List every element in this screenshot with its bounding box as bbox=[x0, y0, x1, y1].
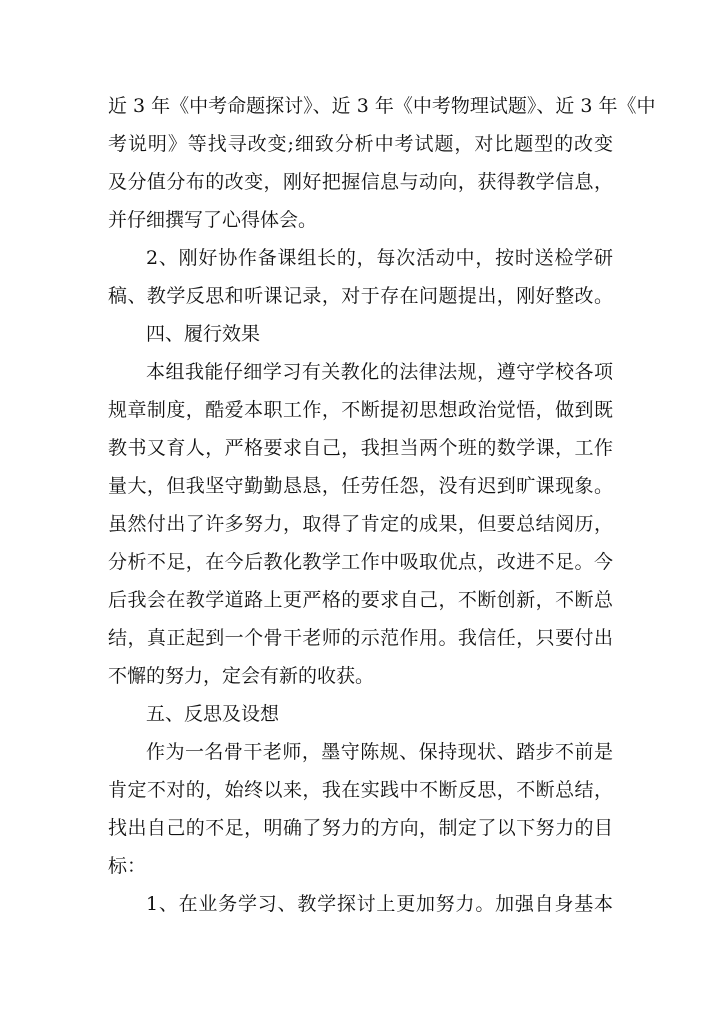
text-line: 及分值分布的改变，刚好把握信息与动向，获得教学信息， bbox=[108, 171, 613, 193]
text-line: 不懈的努力，定会有新的收获。 bbox=[108, 665, 375, 687]
section-heading: 五、反思及设想 bbox=[146, 703, 280, 725]
text-line: 标： bbox=[108, 855, 147, 877]
text-line: 虽然付出了许多努力，取得了肯定的成果，但要总结阅历， bbox=[108, 513, 613, 535]
text-line: 教书又育人，严格要求自己，我担当两个班的数学课，工作 bbox=[108, 437, 613, 459]
text-line: 近 3 年《中考命题探讨》、近 3 年《中考物理试题》、近 3 年《中 bbox=[108, 95, 656, 117]
text-line: 结，真正起到一个骨干老师的示范作用。我信任，只要付出 bbox=[108, 627, 613, 649]
text-line: 本组我能仔细学习有关教化的法律法规，遵守学校各项 bbox=[146, 361, 613, 383]
text-line: 后我会在教学道路上更严格的要求自己，不断创新，不断总 bbox=[108, 589, 613, 611]
text-line: 量大，但我坚守勤勤恳恳，任劳任怨，没有迟到旷课现象。 bbox=[108, 475, 613, 497]
text-line: 考说明》等找寻改变;细致分析中考试题，对比题型的改变 bbox=[108, 133, 613, 155]
text-line: 2、刚好协作备课组长的，每次活动中，按时送检学研 bbox=[146, 247, 613, 269]
text-line: 1、在业务学习、教学探讨上更加努力。加强自身基本 bbox=[146, 893, 613, 915]
text-line: 并仔细撰写了心得体会。 bbox=[108, 209, 318, 231]
text-line: 作为一名骨干老师，墨守陈规、保持现状、踏步不前是 bbox=[146, 741, 613, 763]
text-line: 规章制度，酷爱本职工作，不断提初思想政治觉悟，做到既 bbox=[108, 399, 613, 421]
text-line: 肯定不对的，始终以来，我在实践中不断反思，不断总结， bbox=[108, 779, 613, 801]
text-line: 分析不足，在今后教化教学工作中吸取优点，改进不足。今 bbox=[108, 551, 613, 573]
text-line: 稿、教学反思和听课记录，对于存在问题提出，刚好整改。 bbox=[108, 285, 613, 307]
section-heading: 四、履行效果 bbox=[146, 323, 261, 345]
text-line: 找出自己的不足，明确了努力的方向，制定了以下努力的目 bbox=[108, 817, 613, 839]
